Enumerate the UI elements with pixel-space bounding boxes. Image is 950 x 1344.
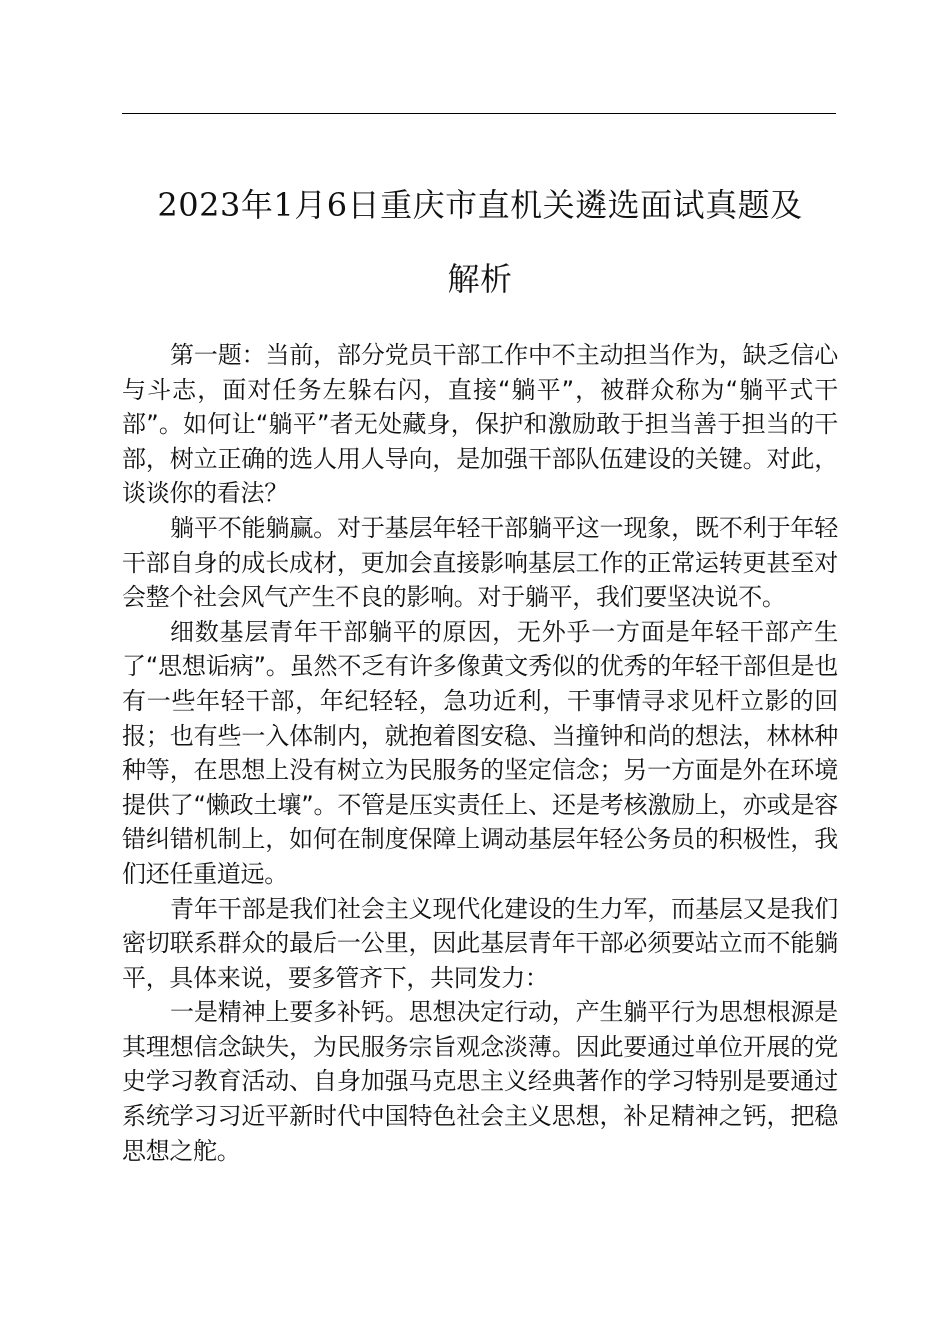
paragraph-causes: 细数基层青年干部躺平的原因，无外乎一方面是年轻干部产生了“思想诟病”。虽然不乏有许多像黄文秀似的优秀的年轻干部但是也有一些年轻干部，年纪轻轻，急功近利，干事情寻求见杆立影的回报；也有些一入体制内，就抱着图安稳、当撞钟和尚的想法，林林种种等，在思想上没有树立为民服务的坚定信念；另一方面是外在环境提供了“懒政土壤”。不管是压实责任上、还是考核激励上，亦或是容错纠错机制上，如何在制度保障上调动基层年轻公务员的积极性，我们还任重道远。 bbox=[122, 617, 838, 888]
document-body bbox=[122, 338, 838, 1168]
paragraph-measures-intro: 青年干部是我们社会主义现代化建设的生力军，而基层又是我们密切联系群众的最后一公里，因此基层青年干部必须要站立而不能躺平，具体来说，要多管齐下，共同发力： bbox=[122, 894, 838, 992]
paragraph-measure-1: 一是精神上要多补钙。思想决定行动，产生躺平行为思想根源是其理想信念缺失，为民服务宗旨观念淡薄。因此要通过单位开展的党史学习教育活动、自身加强马克思主义经典著作的学习特别是要通过系统学习习近平新时代中国特色社会主义思想，补足精神之钙，把稳思想之舵。 bbox=[122, 998, 838, 1165]
paragraph-intro: 躺平不能躺赢。对于基层年轻干部躺平这一现象，既不利于年轻干部自身的成长成材，更加会直接影响基层工作的正常运转更甚至对会整个社会风气产生不良的影响。对于躺平，我们要坚决说不。 bbox=[122, 513, 838, 612]
title-line-1: 2023年1月6日重庆市直机关遴选面试真题及 bbox=[157, 186, 803, 224]
title-line-2: 解析 bbox=[447, 260, 513, 298]
header-rule bbox=[122, 113, 836, 114]
paragraph-question: 第一题：当前，部分党员干部工作中不主动担当作为，缺乏信心与斗志，面对任务左躲右闪，直接“躺平”，被群众称为“躺平式干部”。如何让“躺平”者无处藏身，保护和激励敢于担当善于担当的干部，树立正确的选人用人导向，是加强干部队伍建设的关键。对此，谈谈你的看法？ bbox=[122, 341, 838, 508]
document-title bbox=[110, 168, 850, 316]
